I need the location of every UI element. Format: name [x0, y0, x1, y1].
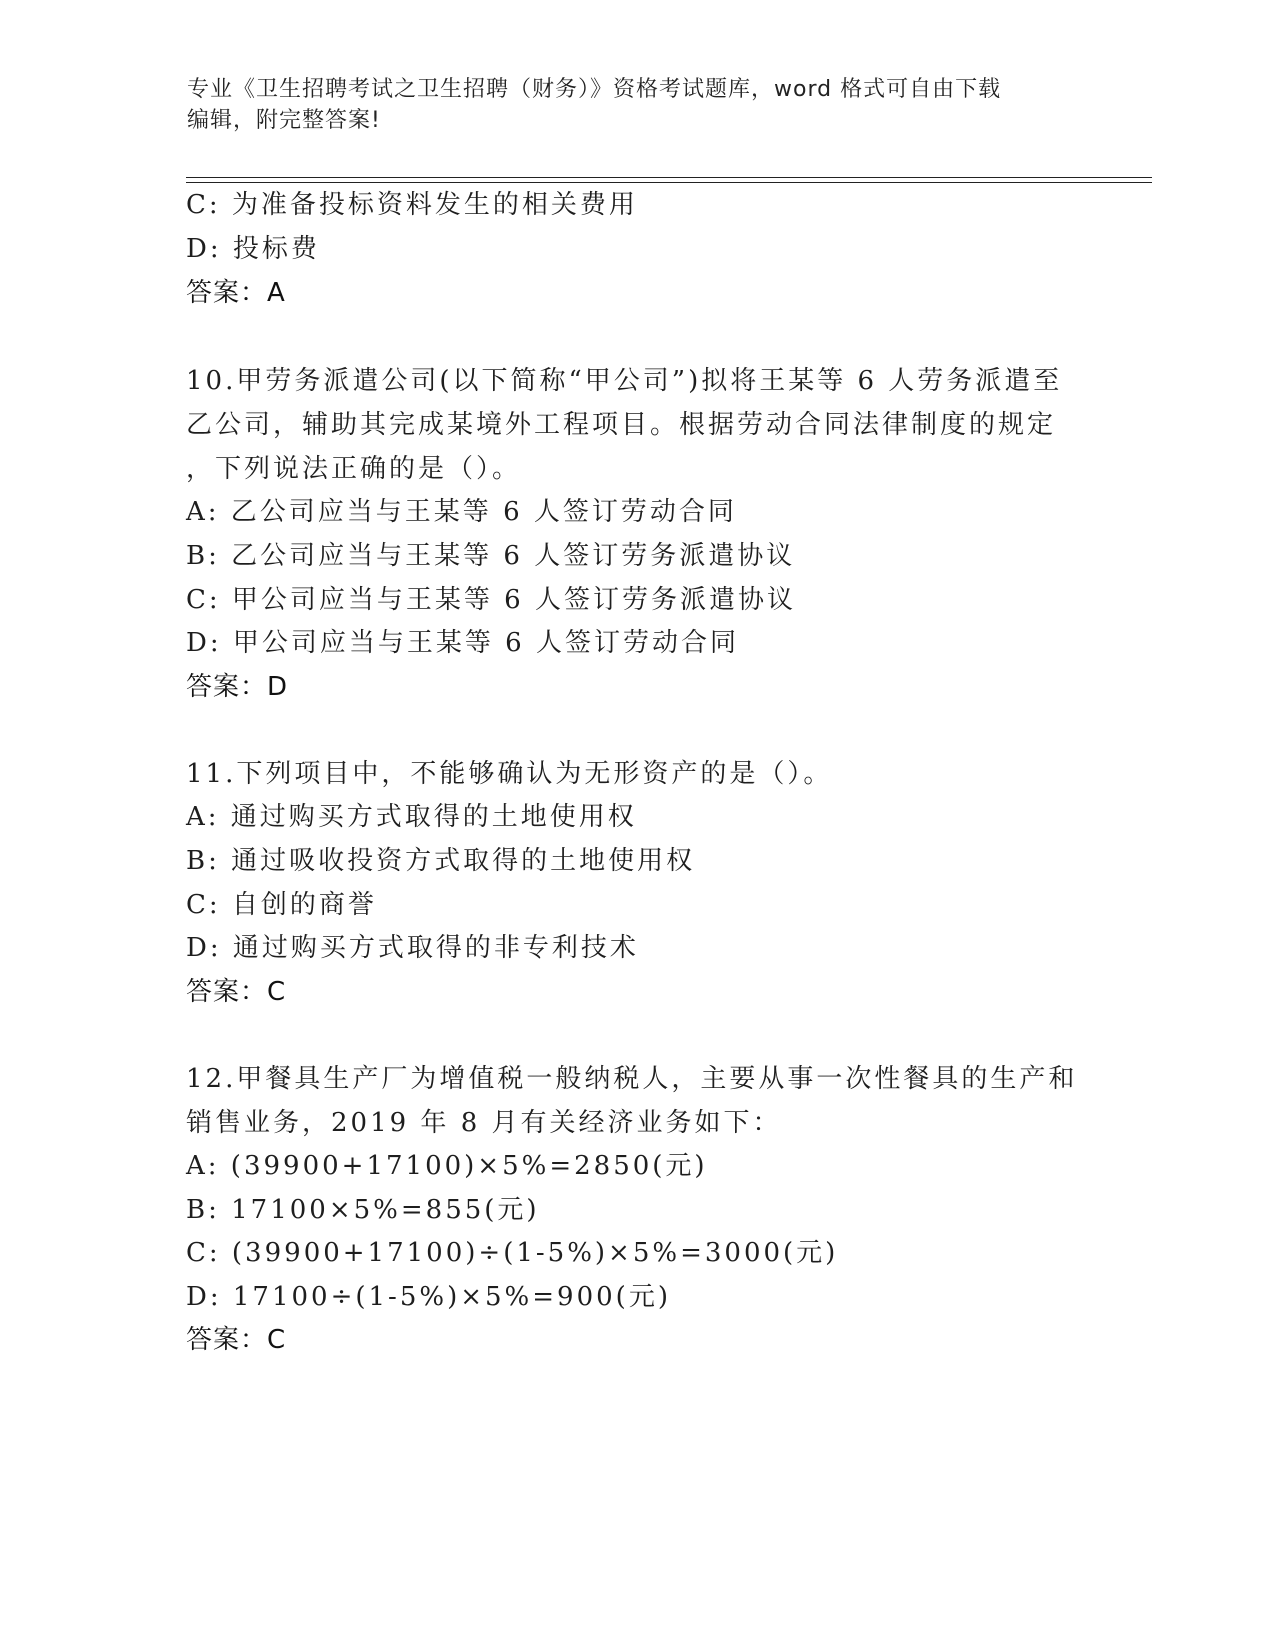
- q12-stem-line-2: 销售业务，2019 年 8 月有关经济业务如下：: [186, 1108, 782, 1138]
- q12-answer: 答案：C: [186, 1325, 287, 1355]
- q10-option-a: A: 乙公司应当与王某等 6 人签订劳动合同: [186, 497, 737, 527]
- q10-stem-line-2: 乙公司，辅助其完成某境外工程项目。根据劳动合同法律制度的规定: [186, 410, 1057, 440]
- q11-option-d: D: 通过购买方式取得的非专利技术: [186, 933, 639, 963]
- q10-stem-line-3: ，下列说法正确的是（）。: [186, 454, 522, 484]
- document-header: [187, 74, 1087, 136]
- q12-option-b: B: 17100×5%=855(元): [186, 1195, 540, 1225]
- q11-option-a: A: 通过购买方式取得的土地使用权: [186, 802, 637, 832]
- q12-stem-line-1: 12.甲餐具生产厂为增值税一般纳税人，主要从事一次性餐具的生产和: [186, 1064, 1078, 1094]
- q12-option-a: A: (39900+17100)×5%=2850(元): [186, 1151, 708, 1181]
- q10-stem-line-1: 10.甲劳务派遣公司(以下简称“甲公司”)拟将王某等 6 人劳务派遣至: [186, 366, 1063, 396]
- q11-answer: 答案：C: [186, 977, 287, 1007]
- q12-option-d: D: 17100÷(1-5%)×5%=900(元): [186, 1282, 671, 1312]
- q11-stem-line-1: 11.下列项目中，不能够确认为无形资产的是（）。: [186, 759, 833, 789]
- q10-option-c: C: 甲公司应当与王某等 6 人签订劳务派遣协议: [186, 585, 796, 615]
- header-divider-bottom: [186, 182, 1152, 183]
- prev-option-c: C: 为准备投标资料发生的相关费用: [186, 190, 638, 220]
- prev-answer: 答案：A: [186, 278, 286, 308]
- q11-option-c: C: 自创的商誉: [186, 890, 377, 920]
- q11-option-b: B: 通过吸收投资方式取得的土地使用权: [186, 846, 696, 876]
- header-divider-top: [186, 177, 1152, 178]
- q10-option-d: D: 甲公司应当与王某等 6 人签订劳动合同: [186, 628, 739, 658]
- q12-option-c: C: (39900+17100)÷(1-5%)×5%=3000(元): [186, 1238, 839, 1268]
- header-line-1: 专业《卫生招聘考试之卫生招聘（财务）》资格考试题库，word 格式可自由下载: [187, 77, 1002, 102]
- header-line-2: 编辑，附完整答案!: [187, 108, 381, 133]
- prev-option-d: D: 投标费: [186, 234, 320, 264]
- q10-answer: 答案：D: [186, 672, 289, 702]
- q10-option-b: B: 乙公司应当与王某等 6 人签订劳务派遣协议: [186, 541, 796, 571]
